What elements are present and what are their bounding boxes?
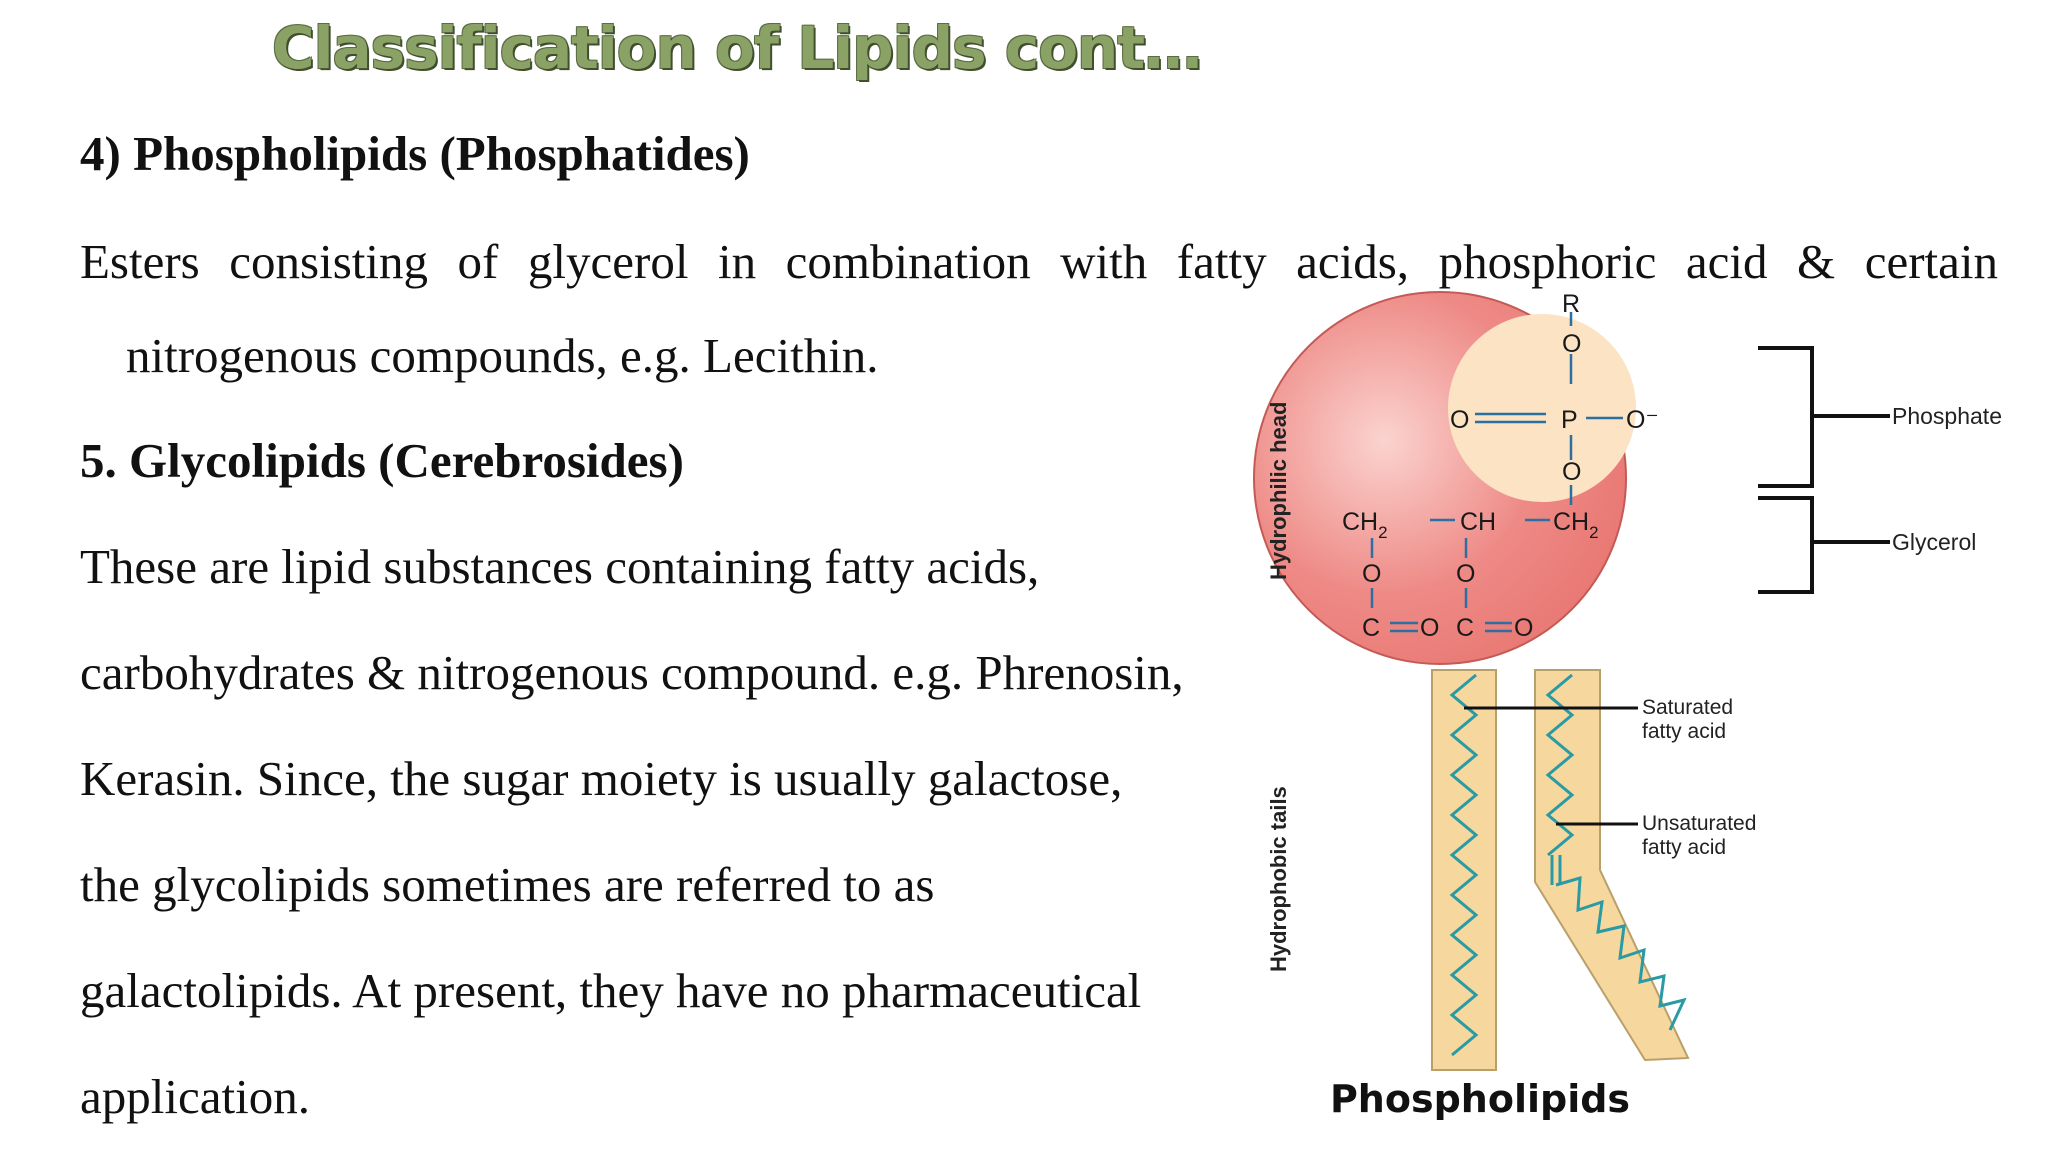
- phospholipids-line-1: Esters consisting of glycerol in combination with fatty acids, phosphoric acid & certain: [80, 234, 1998, 289]
- saturated-label-line-1: Saturated: [1642, 696, 1734, 719]
- glycolipids-line-4: the glycolipids sometimes are referred to as: [80, 857, 935, 912]
- atom-ch2-right: $CH_2$: [1553, 508, 1599, 542]
- section-heading-phospholipids: 4) Phospholipids (Phosphatides): [80, 126, 750, 181]
- atom-o-carbonyl-right: O: [1514, 614, 1534, 642]
- glycolipids-line-2: carbohydrates & nitrogenous compound. e.g. Phrenosin,: [80, 645, 1184, 700]
- slide-title: Classification of Lipids cont…: [272, 14, 1202, 82]
- atom-r: R: [1562, 290, 1581, 318]
- phospholipid-svg: [1240, 290, 2048, 1152]
- saturated-label-line-2: fatty acid: [1642, 720, 1727, 743]
- unsaturated-label-line-1: Unsaturated: [1642, 812, 1757, 835]
- diagram-caption: Phospholipids: [1329, 1077, 1631, 1121]
- glycolipids-line-6: application.: [80, 1069, 310, 1124]
- glycerol-bracket: [1758, 498, 1812, 592]
- section-heading-glycolipids: 5. Glycolipids (Cerebrosides): [80, 433, 684, 488]
- atom-o-minus: O⁻: [1626, 406, 1659, 434]
- atom-o-ester-right: O: [1456, 560, 1476, 588]
- glycerol-label: Glycerol: [1892, 529, 1977, 555]
- phosphate-circle: [1448, 314, 1636, 502]
- phosphate-label: Phosphate: [1892, 403, 2002, 429]
- glycolipids-line-1: These are lipid substances containing fatty acids,: [80, 539, 1040, 594]
- atom-ch: CH: [1460, 508, 1497, 536]
- saturated-tail-shape: [1432, 670, 1496, 1070]
- glycolipids-line-5: galactolipids. At present, they have no pharmaceutical: [80, 963, 1142, 1018]
- atom-c-left: C: [1362, 614, 1381, 642]
- atom-o-top: O: [1562, 330, 1582, 358]
- atom-ch2-left: $CH_2$: [1342, 508, 1388, 542]
- atom-o-ester-left: O: [1362, 560, 1382, 588]
- atom-o-double: O: [1450, 406, 1470, 434]
- unsaturated-label-line-2: fatty acid: [1642, 836, 1727, 859]
- atom-p: P: [1561, 406, 1578, 434]
- atom-o-bottom: O: [1562, 458, 1582, 486]
- atom-o-carbonyl-left: O: [1420, 614, 1440, 642]
- atom-c-right: C: [1456, 614, 1475, 642]
- phosphate-bracket: [1758, 348, 1812, 486]
- phospholipid-diagram: [1240, 290, 2048, 1152]
- phospholipids-line-2: nitrogenous compounds, e.g. Lecithin.: [126, 328, 879, 383]
- hydrophobic-tails-label: Hydrophobic tails: [1266, 786, 1291, 972]
- glycolipids-line-3: Kerasin. Since, the sugar moiety is usually galactose,: [80, 751, 1123, 806]
- hydrophilic-head-label: Hydrophilic head: [1266, 401, 1291, 580]
